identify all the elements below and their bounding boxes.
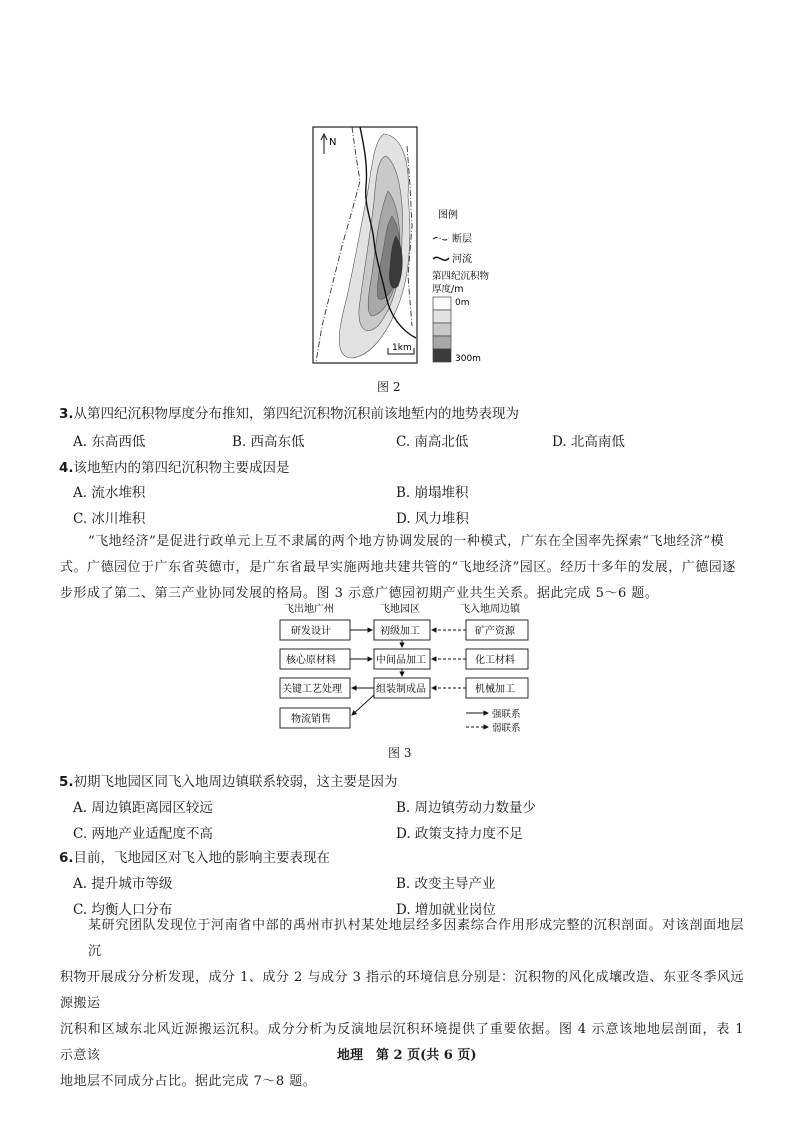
- question-4-text: 该地堑内的第四纪沉积物主要成因是: [73, 460, 290, 476]
- question-5-text: 初期飞地园区同飞入地周边镇联系较弱，这主要是因为: [73, 774, 398, 790]
- question-5-option-c[interactable]: C. 两地产业适配度不高: [73, 826, 213, 842]
- question-5-option-a[interactable]: A. 周边镇距离园区较远: [73, 800, 213, 816]
- page-footer: 地理 第 2 页(共 6 页): [337, 1048, 477, 1063]
- question-3-text: 从第四纪沉积物厚度分布推知，第四纪沉积物沉积前该地堑内的地势表现为: [73, 406, 520, 422]
- passage-1-line-2: 式。广德园位于广东省英德市，是广东省最早实施两地共建共管的“飞地经济”园区。经历十多年的发展，广德园逐: [60, 560, 736, 575]
- question-3-option-d[interactable]: D. 北高南低: [552, 434, 625, 450]
- question-4-option-d[interactable]: D. 风力堆积: [396, 511, 469, 527]
- figure-3-caption: 图 3: [388, 746, 412, 760]
- passage-2-line-2: 积物开展成分分析发现，成分 1、成分 2 与成分 3 指示的环境信息分别是：沉积物的风化成壤改造、东亚冬季风远源搬运: [60, 970, 744, 1011]
- question-4-option-a[interactable]: A. 流水堆积: [73, 485, 146, 501]
- question-5: [59, 770, 398, 790]
- question-6-number: 6.: [59, 850, 74, 866]
- passage-1-line-3: 步形成了第二、第三产业协同发展的格局。图 3 示意广德园初期产业共生关系。据此完成 5～6 题。: [60, 586, 659, 601]
- legend-weak: 弱联系: [492, 723, 521, 734]
- figure-3-diagram: [270, 600, 540, 736]
- left-box-3: 关键工艺处理: [282, 684, 342, 695]
- passage-2-line-4: 地地层不同成分占比。据此完成 7～8 题。: [60, 1074, 317, 1089]
- question-6-option-c[interactable]: C. 均衡人口分布: [73, 902, 173, 918]
- passage-1: [60, 529, 744, 607]
- question-4-option-c[interactable]: C. 冰川堆积: [73, 511, 146, 527]
- question-4: [59, 456, 290, 476]
- legend-title: 图例: [438, 210, 458, 221]
- left-box-4: 物流销售: [291, 714, 331, 725]
- north-label: N: [329, 137, 337, 148]
- figure-2-map: [312, 126, 502, 366]
- legend-strong: 强联系: [492, 709, 521, 720]
- question-6-option-b[interactable]: B. 改变主导产业: [396, 876, 496, 892]
- question-3-option-a[interactable]: A. 东高西低: [73, 434, 146, 450]
- legend-thickness-line1: 第四纪沉积物: [432, 271, 490, 282]
- passage-1-line-1: “飞地经济”是促进行政单元上互不隶属的两个地方协调发展的一种模式，广东在全国率先探索“飞地经济”模: [88, 534, 725, 549]
- passage-2: [60, 913, 744, 1095]
- passage-2-line-1: 某研究团队发现位于河南省中部的禹州市扒村某处地层经多因素综合作用形成完整的沉积剖面。对该剖面地层沉: [88, 918, 744, 959]
- question-3-number: 3.: [59, 406, 74, 422]
- question-3-option-c[interactable]: C. 南高北低: [396, 434, 469, 450]
- legend-min: 0m: [455, 298, 470, 308]
- col-left-label: 飞出地广州: [284, 604, 334, 615]
- figure-2-caption: 图 2: [377, 380, 401, 394]
- passage-2-line-3: 沉积和区域东北风近源搬运沉积。成分分析为反演地层沉积环境提供了重要依据。图 4 示意该地地层剖面，表 1 示意该: [60, 1022, 744, 1063]
- legend-river: 河流: [452, 254, 472, 265]
- mid-box-2: 中间品加工: [376, 655, 426, 666]
- question-6-option-d[interactable]: D. 增加就业岗位: [396, 902, 496, 918]
- left-box-2: 核心原材料: [286, 655, 336, 666]
- question-4-number: 4.: [59, 460, 74, 476]
- col-right-label: 飞入地周边镇: [460, 604, 520, 615]
- right-box-2: 化工材料: [475, 655, 515, 666]
- legend-fault: 断层: [452, 234, 472, 245]
- legend-max: 300m: [455, 354, 481, 364]
- question-3: [59, 402, 519, 422]
- question-4-option-b[interactable]: B. 崩塌堆积: [396, 485, 469, 501]
- left-box-1: 研发设计: [291, 626, 331, 637]
- mid-box-3: 组装制成品: [376, 684, 426, 695]
- question-5-number: 5.: [59, 774, 74, 790]
- col-mid-label: 飞地园区: [380, 604, 420, 615]
- scale-label: 1km: [392, 343, 412, 353]
- question-6-text: 目前，飞地园区对飞入地的影响主要表现在: [73, 850, 331, 866]
- right-box-1: 矿产资源: [475, 626, 515, 637]
- question-5-option-b[interactable]: B. 周边镇劳动力数量少: [396, 800, 537, 816]
- legend-thickness-line2: 厚度/m: [432, 284, 464, 295]
- question-3-option-b[interactable]: B. 西高东低: [232, 434, 305, 450]
- question-5-option-d[interactable]: D. 政策支持力度不足: [396, 826, 523, 842]
- question-6: [59, 846, 330, 866]
- right-box-3: 机械加工: [475, 684, 515, 695]
- mid-box-1: 初级加工: [380, 626, 420, 637]
- question-6-option-a[interactable]: A. 提升城市等级: [73, 876, 173, 892]
